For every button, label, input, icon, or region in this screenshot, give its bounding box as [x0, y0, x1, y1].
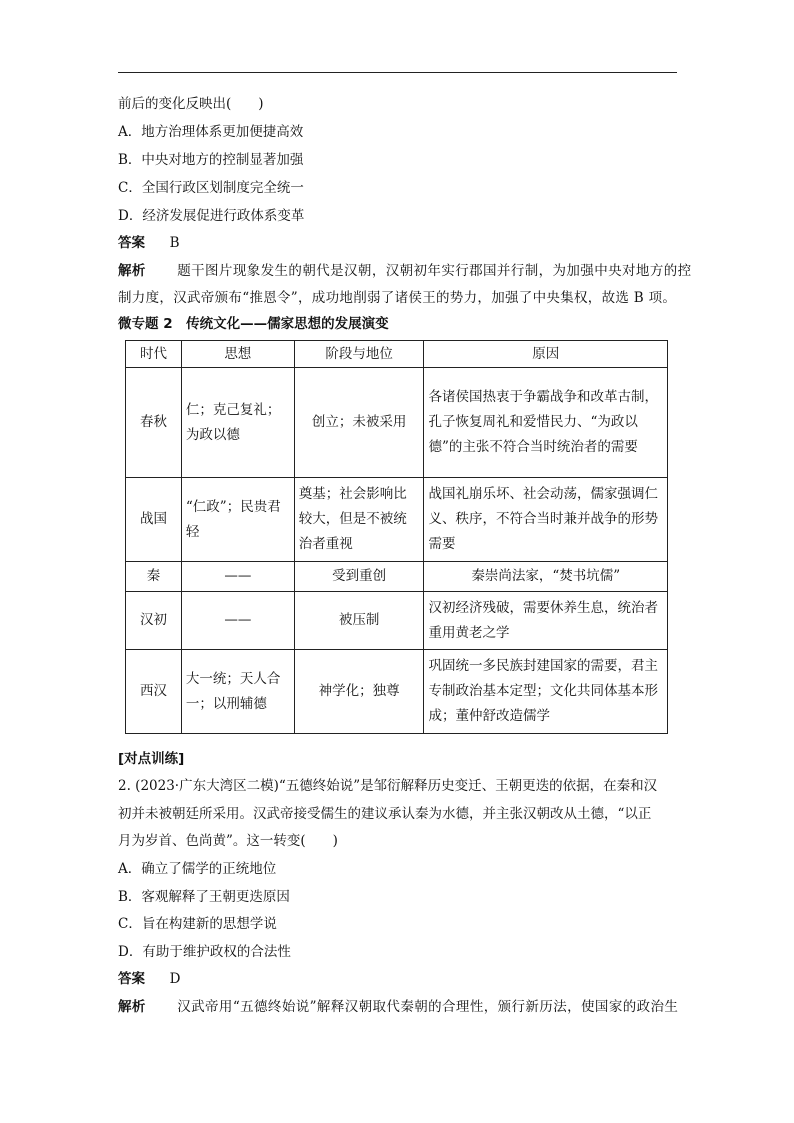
answer-label: 答案 [118, 235, 145, 251]
table-row [126, 592, 668, 650]
q2-analysis-line [118, 998, 677, 1016]
q1-stem-tail: 前后的变化反映出( ) [118, 96, 264, 112]
q2-option-c: C．旨在构建新的思想学说 [118, 916, 277, 932]
cell-stage: 奠基；社会影响比较大，但是不被统治者重视 [294, 478, 424, 562]
cell-reason: 各诸侯国热衷于争霸战争和改革古制，孔子恢复周礼和爱惜民力、“为政以德”的主张不符合当时统治者的需要 [424, 368, 668, 478]
q2-stem-line-3: 月为岁首、色尚黄”。这一转变( ) [118, 833, 338, 849]
q2-option-d: D．有助于维护政权的合法性 [118, 944, 291, 960]
cell-reason: 秦崇尚法家，“焚书坑儒” [424, 562, 668, 592]
confucianism-table [125, 340, 668, 734]
cell-era: 汉初 [126, 592, 182, 650]
cell-stage: 被压制 [294, 592, 424, 650]
header-thought: 思想 [181, 341, 294, 368]
cell-era: 战国 [126, 478, 182, 562]
q1-option-a: A．地方治理体系更加便捷高效 [118, 124, 304, 140]
analysis-label: 解析 [118, 263, 146, 279]
cell-stage: 受到重创 [294, 562, 424, 592]
topic-title: 微专题 2 传统文化——儒家思想的发展演变 [118, 316, 389, 332]
cell-thought: “仁政”；民贵君轻 [181, 478, 294, 562]
table-row [126, 478, 668, 562]
table-header-row [126, 341, 668, 368]
q2-stem-line-1: 2. (2023·广东大湾区二模)“五德终始说”是邹衍解释历史变迁、王朝更迭的依据，在秦和汉 [118, 778, 658, 794]
cell-thought: —— [181, 592, 294, 650]
q1-analysis-line-1 [118, 262, 692, 280]
cell-stage: 创立；未被采用 [294, 368, 424, 478]
analysis-text: 汉武帝用“五德终始说”解释汉朝取代秦朝的合理性，颁行新历法，使国家的政治生 [177, 999, 679, 1015]
answer-value: B [169, 235, 180, 251]
q2-option-a: A．确立了儒学的正统地位 [118, 861, 277, 877]
cell-era: 秦 [126, 562, 182, 592]
cell-reason: 战国礼崩乐坏、社会动荡，儒家强调仁义、秩序，不符合当时兼并战争的形势需要 [424, 478, 668, 562]
q2-answer [118, 970, 180, 988]
header-era: 时代 [126, 341, 182, 368]
header-reason: 原因 [424, 341, 668, 368]
table-row [126, 368, 668, 478]
cell-thought: 大一统；天人合一；以刑辅德 [181, 650, 294, 734]
q2-option-b: B．客观解释了王朝更迭原因 [118, 889, 290, 905]
cell-era: 西汉 [126, 650, 182, 734]
q1-option-c: C．全国行政区划制度完全统一 [118, 180, 304, 196]
cell-reason: 汉初经济残破，需要休养生息，统治者重用黄老之学 [424, 592, 668, 650]
q1-answer [118, 234, 180, 252]
analysis-text-1: 题干图片现象发生的朝代是汉朝，汉朝初年实行郡国并行制，为加强中央对地方的控 [177, 263, 692, 279]
answer-label: 答案 [118, 971, 145, 987]
cell-stage: 神学化；独尊 [294, 650, 424, 734]
header-rule [118, 72, 677, 73]
cell-reason: 巩固统一多民族封建国家的需要，君主专制政治基本定型；文化共同体基本形成；董仲舒改造儒学 [424, 650, 668, 734]
analysis-label: 解析 [118, 999, 146, 1015]
q1-analysis-line-2: 制力度，汉武帝颁布“推恩令”，成功地削弱了诸侯王的势力，加强了中央集权，故选 B 项。 [118, 290, 677, 306]
answer-value: D [169, 971, 181, 987]
cell-thought: —— [181, 562, 294, 592]
cell-thought: 仁；克己复礼；为政以德 [181, 368, 294, 478]
table-row [126, 562, 668, 592]
q1-option-b: B．中央对地方的控制显著加强 [118, 152, 304, 168]
table-row [126, 650, 668, 734]
q2-stem-line-2: 初并未被朝廷所采用。汉武帝接受儒生的建议承认秦为水德，并主张汉朝改从土德，“以正 [118, 806, 652, 822]
q1-option-d: D．经济发展促进行政体系变革 [118, 208, 305, 224]
header-stage: 阶段与地位 [294, 341, 424, 368]
practice-label: [对点训练] [118, 751, 185, 767]
cell-era: 春秋 [126, 368, 182, 478]
